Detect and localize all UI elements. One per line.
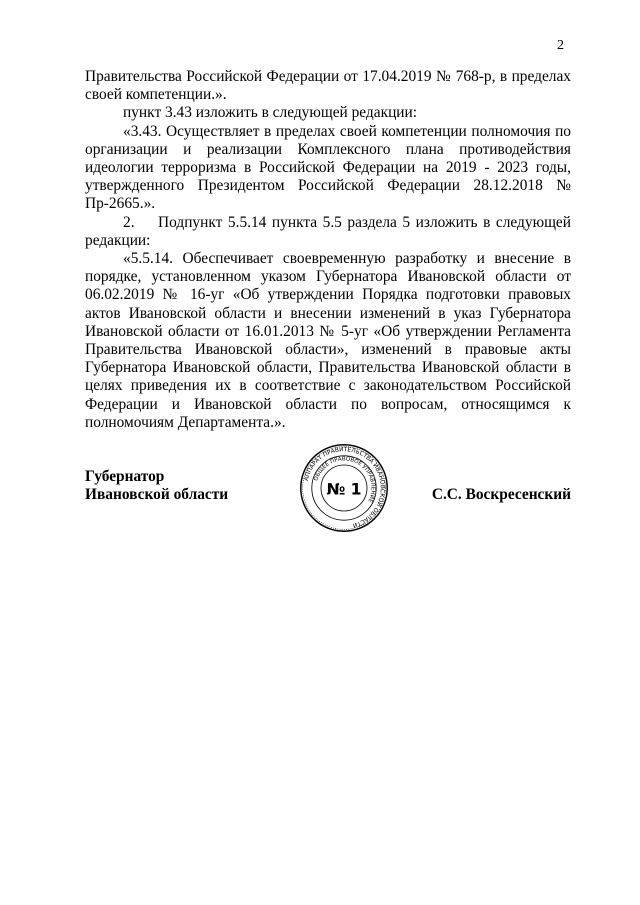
- paragraph-item-3-43-intro: пункт 3.43 изложить в следующей редакции:: [123, 104, 418, 122]
- paragraph-number: 2.: [123, 213, 135, 231]
- paragraph-item-2: [85, 214, 571, 250]
- seal-inner-text: ОБЩЕЕ ПРАВОВОЕ УПРАВЛЕНИЕ: [313, 456, 376, 504]
- signature-block: [85, 447, 571, 558]
- signatory-name: С.С. Воскресенский: [431, 486, 571, 503]
- page-number: 2: [557, 38, 564, 53]
- paragraph-item-3-43-text: «3.43. Осуществляет в пределах своей компетенции полномочия по организации и реализации Комплексного плана противодействия идеологии терроризма в Российской Федерации на 2019 - 2023 годы, утвержденного Президентом Российской Федерации 28.12.2018 № Пр-2665.».: [85, 122, 571, 213]
- official-seal: [298, 442, 390, 534]
- signatory-title: [85, 468, 228, 505]
- seal-outer-text: АППАРАТ ПРАВИТЕЛЬСТВА ИВАНОВСКОЙ ОБЛАСТИ: [303, 447, 385, 528]
- document-body: [85, 68, 571, 432]
- seal-center-text: № 1: [326, 479, 362, 499]
- paragraph-item-5-5-14-text: «5.5.14. Обеспечивает своевременную разработку и внесение в порядке, установленном указом Губернатора Ивановской области от 06.02.2019 № 16-уг «Об утверждении Порядка подготовки правовых актов Ивановской области и внесении изменений в указ Губернатора Ивановской области от 16.01.2013 № 5-уг «Об утверждении Регламента Правительства Ивановской области», изменений в правовые акты Губернатора Ивановской области, Правительства Ивановской области в целях приведения их в соответствие с законодательством Российской Федерации и Ивановской области по вопросам, относящимся к полномочиям Департамента.».: [85, 250, 571, 431]
- signatory-title-line1: Губернатор: [85, 468, 165, 485]
- paragraph-item-2-text: Подпункт 5.5.14 пункта 5.5 раздела 5 изложить в следующей редакции:: [85, 213, 571, 249]
- signatory-title-line2: Ивановской области: [85, 486, 229, 504]
- paragraph-continuation: Правительства Российской Федерации от 17.04.2019 № 768-р, в пределах своей компетенции.».: [85, 68, 571, 104]
